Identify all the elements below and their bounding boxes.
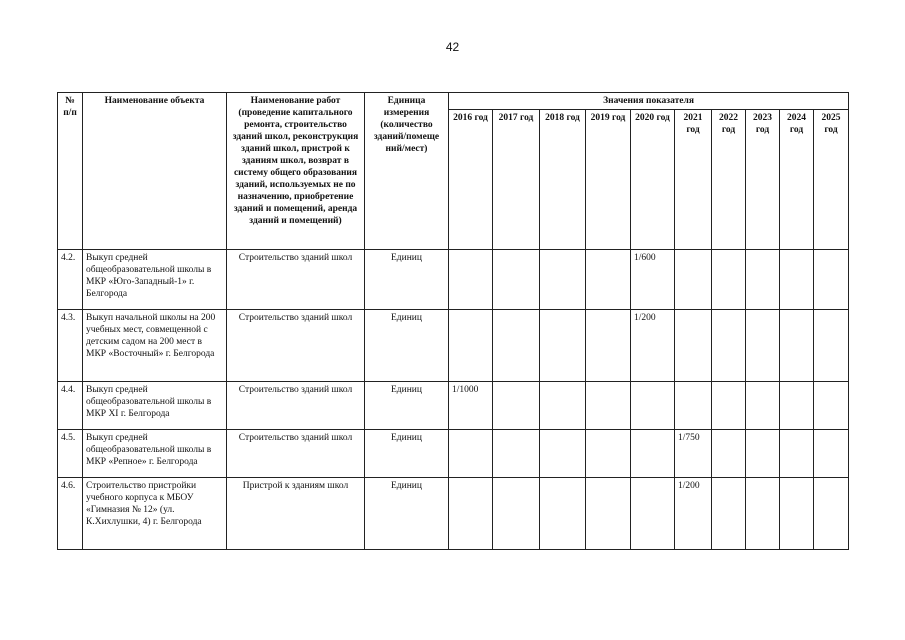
row-work: Строительство зданий школ <box>227 310 365 382</box>
row-num: 4.5. <box>58 430 83 478</box>
table-row <box>58 478 849 550</box>
value-cell <box>814 310 849 382</box>
value-cell: 1/1000 <box>449 382 493 430</box>
row-object: Выкуп средней общеобразовательной школы в МКР XI г. Белгорода <box>83 382 227 430</box>
value-cell <box>746 430 780 478</box>
row-unit: Единиц <box>365 310 449 382</box>
value-cell <box>586 250 631 310</box>
value-cell: 1/600 <box>631 250 675 310</box>
page-number: 42 <box>445 40 460 54</box>
header-year: 2020 год <box>631 110 675 250</box>
value-cell <box>449 250 493 310</box>
row-work: Пристрой к зданиям школ <box>227 478 365 550</box>
value-cell <box>675 382 712 430</box>
row-object: Выкуп средней общеобразовательной школы в МКР «Юго-Западный-1» г. Белгорода <box>83 250 227 310</box>
row-num: 4.4. <box>58 382 83 430</box>
table-row <box>58 250 849 310</box>
value-cell <box>814 250 849 310</box>
header-year: 2016 год <box>449 110 493 250</box>
header-year: 2024 год <box>780 110 814 250</box>
value-cell <box>712 430 746 478</box>
row-unit: Единиц <box>365 250 449 310</box>
value-cell <box>631 382 675 430</box>
header-year: 2018 год <box>540 110 586 250</box>
table-row <box>58 430 849 478</box>
header-object-name: Наименование объекта <box>83 93 227 250</box>
value-cell <box>814 382 849 430</box>
value-cell <box>675 250 712 310</box>
row-object: Выкуп начальной школы на 200 учебных мест, совмещенной с детским садом на 200 мест в МКР «Восточный» г. Белгорода <box>83 310 227 382</box>
value-cell <box>780 250 814 310</box>
row-unit: Единиц <box>365 478 449 550</box>
value-cell <box>449 430 493 478</box>
value-cell <box>586 478 631 550</box>
value-cell <box>586 382 631 430</box>
header-num: № п/п <box>58 93 83 250</box>
table-row <box>58 382 849 430</box>
table-row <box>58 310 849 382</box>
value-cell: 1/200 <box>675 478 712 550</box>
value-cell <box>449 478 493 550</box>
value-cell: 1/750 <box>675 430 712 478</box>
value-cell <box>493 478 540 550</box>
value-cell <box>780 382 814 430</box>
value-cell <box>493 250 540 310</box>
row-unit: Единиц <box>365 430 449 478</box>
row-num: 4.6. <box>58 478 83 550</box>
row-work: Строительство зданий школ <box>227 382 365 430</box>
value-cell <box>540 250 586 310</box>
header-year: 2021 год <box>675 110 712 250</box>
value-cell <box>631 478 675 550</box>
value-cell <box>712 382 746 430</box>
value-cell <box>746 250 780 310</box>
header-year: 2025 год <box>814 110 849 250</box>
header-values-group: Значения показателя <box>449 93 849 110</box>
value-cell <box>540 478 586 550</box>
value-cell <box>712 310 746 382</box>
value-cell <box>746 478 780 550</box>
value-cell <box>540 310 586 382</box>
row-object: Строительство пристройки учебного корпуса к МБОУ «Гимназия № 12» (ул. К.Хихлушки, 4) г. Белгорода <box>83 478 227 550</box>
value-cell <box>631 430 675 478</box>
value-cell <box>449 310 493 382</box>
value-cell <box>814 430 849 478</box>
value-cell <box>780 430 814 478</box>
value-cell <box>586 310 631 382</box>
header-work-name: Наименование работ (проведение капитального ремонта, строительство зданий школ, реконструкция зданий школ, пристрой к зданиям школ, возврат в систему общего образования зданий, используемых не по назначению, приобретение зданий и помещений, аренда зданий и помещений) <box>227 93 365 250</box>
value-cell <box>746 382 780 430</box>
row-object: Выкуп средней общеобразовательной школы в МКР «Репное» г. Белгорода <box>83 430 227 478</box>
row-unit: Единиц <box>365 382 449 430</box>
value-cell <box>586 430 631 478</box>
row-work: Строительство зданий школ <box>227 250 365 310</box>
row-num: 4.3. <box>58 310 83 382</box>
value-cell <box>780 478 814 550</box>
value-cell <box>814 478 849 550</box>
value-cell <box>746 310 780 382</box>
value-cell: 1/200 <box>631 310 675 382</box>
value-cell <box>712 478 746 550</box>
value-cell <box>675 310 712 382</box>
header-year: 2022 год <box>712 110 746 250</box>
row-num: 4.2. <box>58 250 83 310</box>
value-cell <box>540 382 586 430</box>
row-work: Строительство зданий школ <box>227 430 365 478</box>
value-cell <box>493 430 540 478</box>
header-year: 2019 год <box>586 110 631 250</box>
header-year: 2017 год <box>493 110 540 250</box>
value-cell <box>540 430 586 478</box>
header-year: 2023 год <box>746 110 780 250</box>
indicator-table <box>57 92 849 550</box>
value-cell <box>780 310 814 382</box>
value-cell <box>712 250 746 310</box>
value-cell <box>493 310 540 382</box>
value-cell <box>493 382 540 430</box>
header-unit: Единица измерения (количество зданий/помеще ний/мест) <box>365 93 449 250</box>
